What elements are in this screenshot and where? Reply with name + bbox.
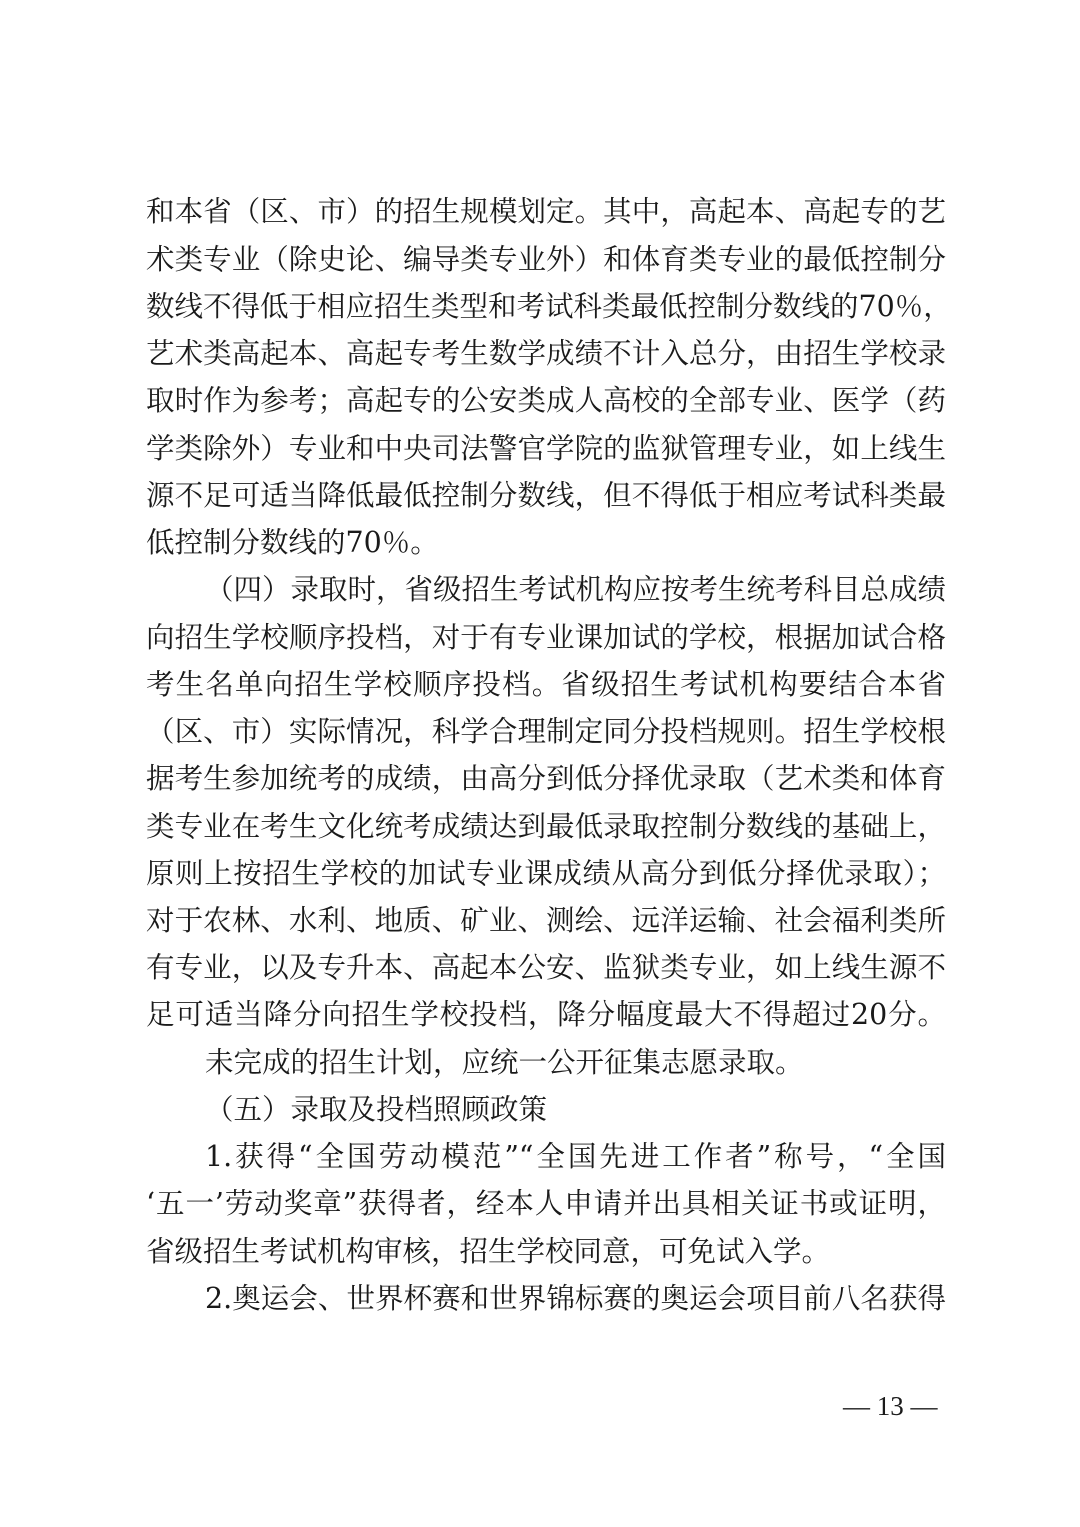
paragraph-line: 原则上按招生学校的加试专业课成绩从高分到低分择优录取）； bbox=[146, 857, 946, 890]
paragraph-line: 术类专业（除史论、编导类专业外）和体育类专业的最低控制分 bbox=[146, 243, 946, 276]
paragraph-line: 2.奥运会、世界杯赛和世界锦标赛的奥运会项目前八名获得 bbox=[205, 1282, 946, 1315]
paragraph-line: 未完成的招生计划，应统一公开征集志愿录取。 bbox=[205, 1046, 804, 1079]
paragraph-line: 低控制分数线的70％。 bbox=[146, 526, 439, 559]
paragraph-line: 1.获得“全国劳动模范”“全国先进工作者”称号，“全国 bbox=[205, 1140, 946, 1173]
paragraph-line: 对于农林、水利、地质、矿业、测绘、远洋运输、社会福利类所 bbox=[146, 904, 946, 937]
paragraph-line: 考生名单向招生学校顺序投档。省级招生考试机构要结合本省 bbox=[146, 668, 946, 701]
paragraph-line: 足可适当降分向招生学校投档，降分幅度最大不得超过20分。 bbox=[146, 998, 946, 1031]
paragraph-line: 据考生参加统考的成绩，由高分到低分择优录取（艺术类和体育 bbox=[146, 762, 946, 795]
paragraph-line: 学类除外）专业和中央司法警官学院的监狱管理专业，如上线生 bbox=[146, 432, 946, 465]
paragraph-line: （四）录取时，省级招生考试机构应按考生统考科目总成绩 bbox=[205, 573, 947, 606]
section-heading: （五）录取及投档照顾政策 bbox=[205, 1093, 548, 1126]
paragraph-line: 向招生学校顺序投档，对于有专业课加试的学校，根据加试合格 bbox=[146, 621, 946, 654]
paragraph-line: 源不足可适当降低最低控制分数线，但不得低于相应考试科类最 bbox=[146, 479, 946, 512]
paragraph-line: 取时作为参考；高起专的公安类成人高校的全部专业、医学（药 bbox=[146, 384, 946, 417]
paragraph-line: 省级招生考试机构审核，招生学校同意，可免试入学。 bbox=[146, 1235, 831, 1268]
paragraph-line: 艺术类高起本、高起专考生数学成绩不计入总分，由招生学校录 bbox=[146, 337, 946, 370]
paragraph-line: 有专业，以及专升本、高起本公安、监狱类专业，如上线生源不 bbox=[146, 951, 946, 984]
paragraph-line: 数线不得低于相应招生类型和考试科类最低控制分数线的70％， bbox=[146, 290, 952, 323]
paragraph-line: ‘五一’劳动奖章”获得者，经本人申请并出具相关证书或证明， bbox=[146, 1187, 946, 1220]
paragraph-line: 类专业在考生文化统考成绩达到最低录取控制分数线的基础上， bbox=[146, 810, 946, 843]
page-number: — 13 — bbox=[843, 1391, 938, 1421]
paragraph-line: （区、市）实际情况，科学合理制定同分投档规则。招生学校根 bbox=[146, 715, 946, 748]
paragraph-line: 和本省（区、市）的招生规模划定。其中，高起本、高起专的艺 bbox=[146, 195, 946, 228]
